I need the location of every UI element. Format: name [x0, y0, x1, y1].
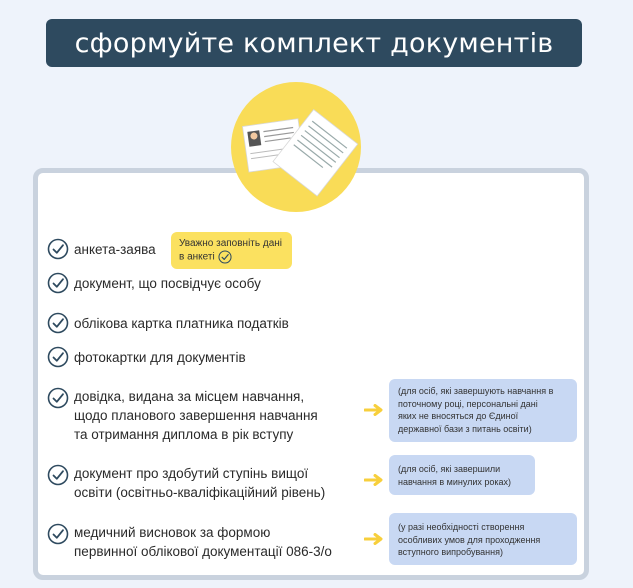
note-line: державної бази з питань освіти)	[398, 423, 532, 434]
check-circle-icon	[47, 312, 69, 334]
item-label: анкета-заява	[74, 241, 156, 257]
list-item	[47, 272, 261, 294]
title-banner	[46, 19, 582, 67]
check-circle-icon	[47, 464, 69, 486]
note-line: особливих умов для проходження	[398, 534, 541, 545]
list-item	[47, 346, 246, 368]
check-circle-icon	[47, 272, 69, 294]
check-circle-icon	[47, 387, 69, 409]
item-label: облікова картка платника податків	[74, 315, 289, 331]
item-label-line: освіти (освітньо-кваліфікаційний рівень)	[74, 485, 326, 500]
note-box	[389, 513, 577, 565]
list-item	[47, 238, 156, 260]
check-circle-icon	[218, 250, 232, 264]
arrow-right-icon	[364, 533, 384, 545]
item-label-line: щодо планового завершення навчання	[74, 408, 318, 423]
arrow-right-icon	[364, 404, 384, 416]
note-line: вступного випробування)	[398, 547, 503, 557]
list-item	[47, 523, 332, 561]
item-label-line: документ про здобутий ступінь вищої	[74, 466, 309, 481]
note-box	[389, 379, 577, 442]
list-item	[47, 312, 289, 334]
arrow-right-icon	[364, 474, 384, 486]
check-circle-icon	[47, 238, 69, 260]
note-line: навчання в минулих роках)	[398, 476, 512, 487]
list-item	[47, 387, 318, 444]
item-label: документ, що посвідчує особу	[74, 275, 261, 291]
list-item	[47, 464, 325, 502]
item-label: фотокартки для документів	[74, 349, 246, 365]
item-label-line: первинної облікової документації 086-3/о	[74, 544, 332, 559]
note-line: (у разі необхідності створення	[398, 522, 525, 532]
note-line: (для осіб, які завершили	[398, 464, 501, 474]
note-line: (для осіб, які завершують навчання в	[398, 386, 554, 396]
item-label-line: та отримання диплома в рік вступу	[74, 427, 294, 442]
item-label-line: медичний висновок за формою	[74, 525, 271, 540]
note-box	[389, 455, 535, 495]
note-line: яких не вносяться до Єдиної	[398, 411, 519, 421]
hint-text: Уважно заповніть дані в анкеті	[179, 238, 282, 263]
note-line: поточному році, персональні дані	[398, 398, 538, 409]
item-label-line: довідка, видана за місцем навчання,	[74, 389, 305, 404]
documents-illustration	[231, 82, 361, 212]
hint-badge	[171, 232, 292, 269]
check-circle-icon	[47, 346, 69, 368]
page-title: сформуйте комплект документів	[74, 27, 554, 59]
check-circle-icon	[47, 523, 69, 545]
